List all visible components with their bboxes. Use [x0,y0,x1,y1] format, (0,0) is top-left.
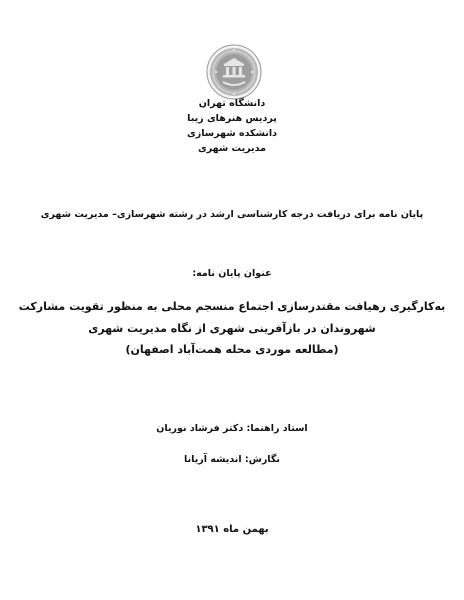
author-line: نگارش: اندیشه آریانا [184,454,280,465]
faculty-name: دانشکده شهرسازی [187,128,277,139]
title-label: عنوان پایان نامه: [192,268,272,279]
thesis-title-line-2: شهروندان در بازآفرینی شهری از نگاه مدیریت شهری [88,322,376,335]
campus-name: پردیس هنرهای زیبا [187,113,277,124]
university-name: دانشگاه تهران [198,98,266,109]
department-name: مدیریت شهری [197,143,266,154]
supervisor-line: استاد راهنما: دکتر فرشاد نوریان [156,423,308,434]
thesis-statement: پایان نامه برای دریافت درجه کارشناسی ارشد در رشته شهرسازی– مدیریت شهری [40,209,424,220]
thesis-title-line-1: به‌کارگیری رهیافت مقتدرسازی اجتماع منسجم محلی به منظور تقویت مشارکت [18,300,446,313]
date-line: بهمن ماه ۱۳۹۱ [195,524,269,535]
thesis-title-line-3: (مطالعه موردی محله همت‌آباد اصفهان) [125,343,339,356]
university-seal-icon [206,44,262,100]
